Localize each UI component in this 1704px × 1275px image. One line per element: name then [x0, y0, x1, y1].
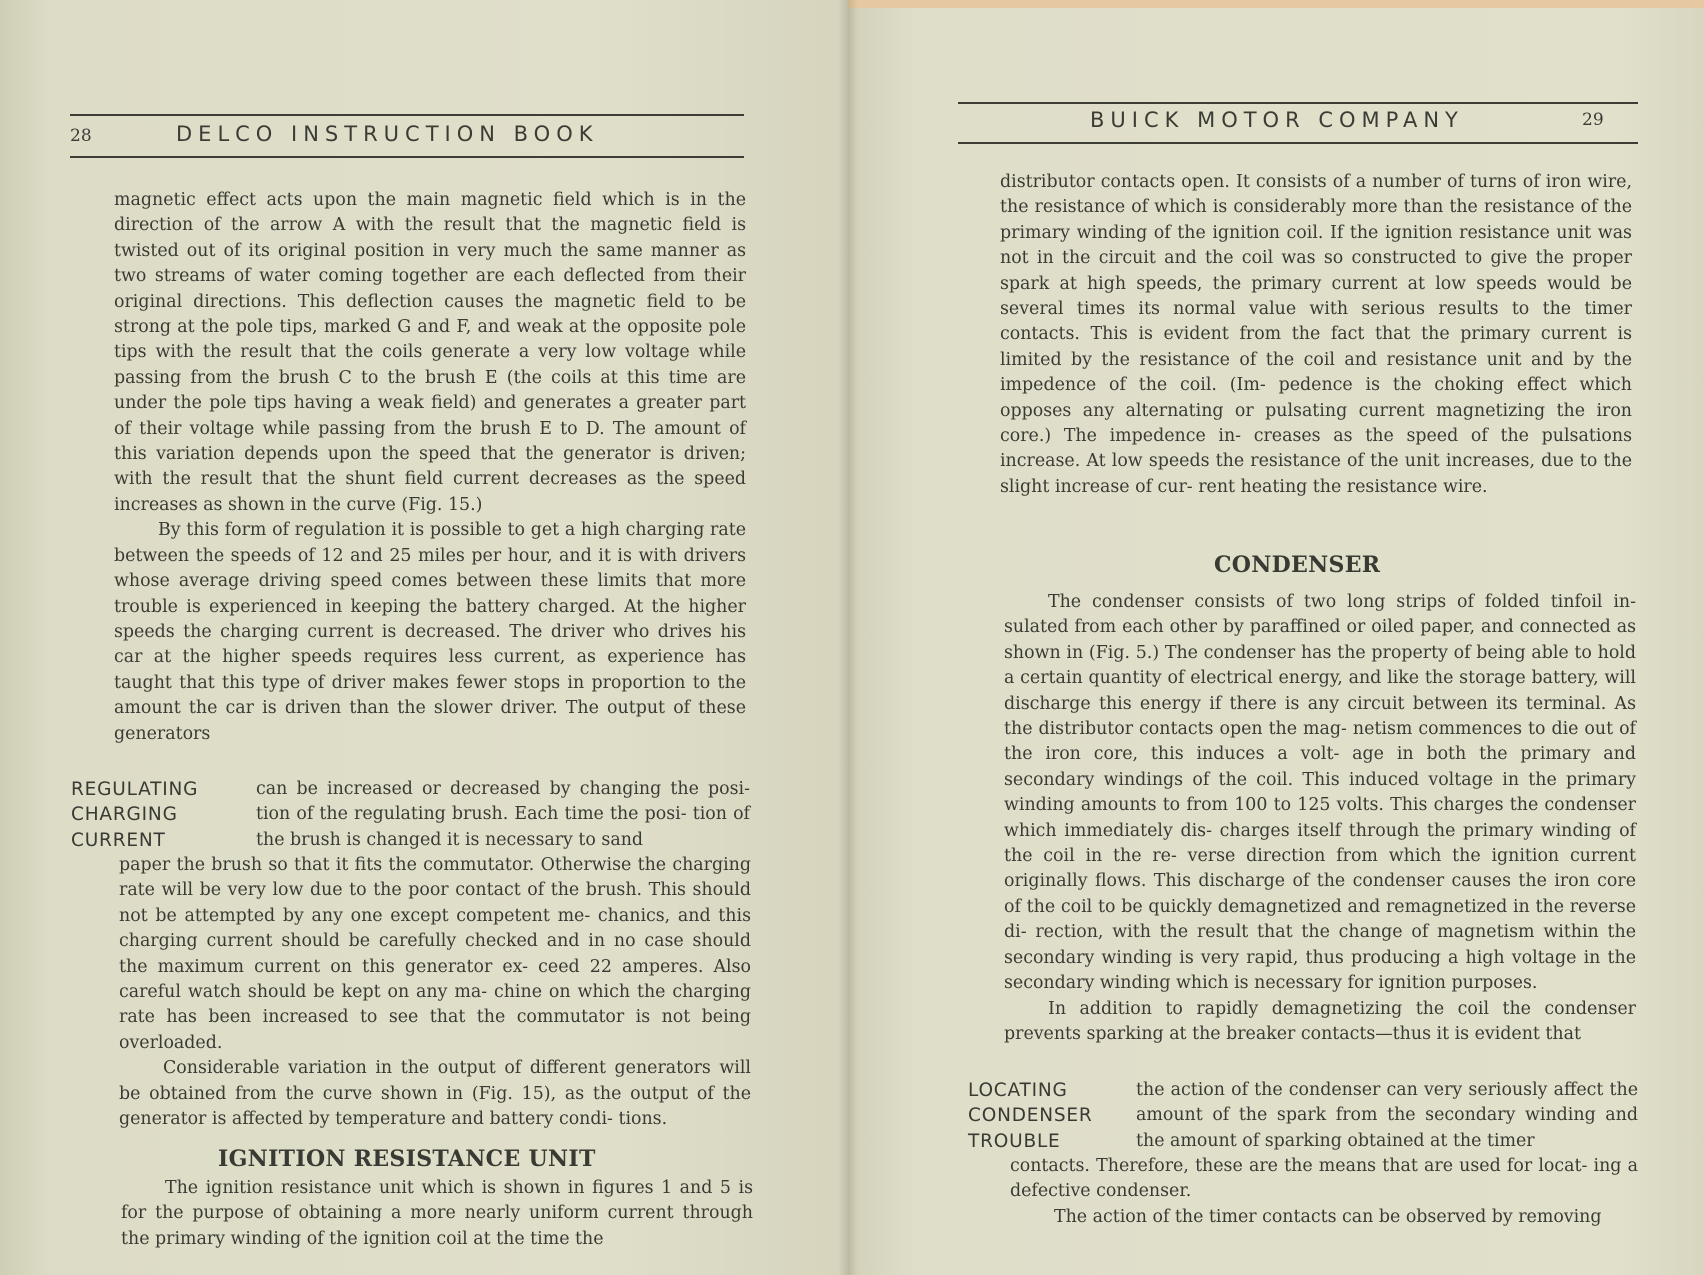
- side-heading: [71, 777, 198, 853]
- paragraph: contacts. Therefore, these are the means that are used for locat- ing a defective condenser.: [1010, 1156, 1638, 1202]
- paragraph: can be increased or decreased by changing the posi- tion of the regulating brush. Each time the posi- tion of the brush is changed it is necessary to sand: [256, 779, 750, 850]
- side-heading-line: LOCATING: [968, 1080, 1068, 1101]
- left-page: [0, 0, 848, 1275]
- text-column-top: [114, 188, 746, 747]
- side-text: [256, 777, 750, 853]
- page-top-edge: [848, 0, 1704, 8]
- paragraph: In addition to rapidly demagnetizing the coil the condenser prevents sparking at the breaker contacts—thus it is evident that: [1004, 998, 1636, 1044]
- paragraph: By this form of regulation it is possible to get a high charging rate between the speeds of 12 and 25 miles per hour, and it is with drivers whose average driving speed comes between these limits that more trouble is experienced in keeping the battery charged. At the higher speeds the charging current is decreased. The driver who drives his car at the higher speeds requires less current, as experience has taught that this type of driver makes fewer stops in proportion to the amount the car is driven than the slower driver. The output of these generators: [114, 520, 746, 744]
- text-column-end: [121, 1176, 753, 1252]
- book-gutter: [838, 0, 858, 1275]
- text-column-top: [1000, 170, 1632, 500]
- side-heading-line: REGULATING: [71, 779, 199, 800]
- paragraph: distributor contacts open. It consists of a number of turns of iron wire, the resistance of which is considerably more than the resistance of the primary winding of the ignition coil. If the ignition resistance unit was not in the circuit and the coil was so constructed to give the proper spark at high speeds, the primary current at low speeds would be several times its normal value with serious results to the timer contacts. This is evident from the fact that the primary current is limited by the resistance of the coil and resistance unit and by the impedence of the coil. (Im- pedence is the choking effect which opposes any alternating or pulsating current magnetizing the iron core.) The impedence in- creases as the speed of the pulsations increase. At low speeds the resistance of the unit increases, due to the slight increase of cur- rent heating the resistance wire.: [1000, 172, 1632, 497]
- head-rule-bottom: [70, 156, 744, 158]
- paragraph: The ignition resistance unit which is shown in figures 1 and 5 is for the purpose of obtaining a more nearly uniform current through the primary winding of the ignition coil at the time the: [121, 1178, 753, 1249]
- head-rule-top: [70, 114, 744, 116]
- text-column-bottom: [1010, 1154, 1638, 1230]
- paragraph: paper the brush so that it fits the commutator. Otherwise the charging rate will be very low due to the poor contact of the brush. This should not be attempted by any one except competent me- chanics, and this charging current should be carefully checked and in no case should the maximum current on this generator ex- ceed 22 amperes. Also careful watch should be kept on any ma- chine on which the charging rate has been increased to see that the commutator is not being overloaded.: [119, 855, 751, 1053]
- running-head: DELCO INSTRUCTION BOOK: [176, 122, 599, 146]
- side-heading-line: CURRENT: [71, 829, 166, 851]
- section-heading: CONDENSER: [1214, 552, 1381, 578]
- running-head: BUICK MOTOR COMPANY: [1090, 108, 1464, 132]
- paragraph: The action of the timer contacts can be observed by removing: [1054, 1206, 1602, 1227]
- page-number: 29: [1582, 110, 1604, 130]
- side-heading-line: CONDENSER: [968, 1105, 1093, 1127]
- text-column-bottom: [119, 853, 751, 1132]
- paragraph: the action of the condenser can very seriously affect the amount of the spark from the secondary winding and the amount of sparking obtained at the timer: [1136, 1080, 1638, 1151]
- head-rule-top: [958, 102, 1638, 104]
- side-heading: [968, 1078, 1093, 1154]
- side-text: [1136, 1078, 1638, 1154]
- right-page: [848, 0, 1704, 1275]
- side-heading-line: TROUBLE: [968, 1130, 1061, 1152]
- head-rule-bottom: [958, 142, 1638, 144]
- page-number: 28: [70, 126, 92, 146]
- paragraph: The condenser consists of two long strips of folded tinfoil in- sulated from each other by paraffined or oiled paper, and connected as shown in (Fig. 5.) The condenser has the property of being able to hold a certain quantity of electrical energy, and like the storage battery, will discharge this energy if there is any circuit between its terminal. As the distributor contacts open the mag- netism commences to die out of the iron core, this induces a volt- age in both the primary and secondary windings of the coil. This induced voltage in the primary winding amounts to from 100 to 125 volts. This charges the condenser which immediately dis- charges itself through the primary winding of the coil in the re- verse direction from which the ignition current originally flows. This discharge of the condenser causes the iron core of the coil to be quickly demagnetized and remagnetized in the reverse di- rection, with the result that the change of magnetism within the secondary winding is very rapid, thus producing a high voltage in the secondary winding which is necessary for ignition purposes.: [1004, 592, 1636, 994]
- paragraph: Considerable variation in the output of different generators will be obtained from the curve shown in (Fig. 15), as the output of the generator is affected by temperature and battery condi- tions.: [119, 1058, 751, 1130]
- section-heading: IGNITION RESISTANCE UNIT: [218, 1146, 596, 1172]
- side-heading-line: CHARGING: [71, 804, 178, 826]
- text-column-middle: [1004, 590, 1636, 1047]
- paragraph: magnetic effect acts upon the main magnetic field which is in the direction of the arrow A with the result that the magnetic field is twisted out of its original position in very much the same manner as two streams of water coming together are each deflected from their original directions. This deflection causes the magnetic field to be strong at the pole tips, marked G and F, and weak at the opposite pole tips with the result that the coils generate a very low voltage while passing from the brush C to the brush E (the coils at this time are under the pole tips having a weak field) and generates a greater part of their voltage while passing from the brush E to D. The amount of this variation depends upon the speed that the generator is driven; with the result that the shunt field current decreases as the speed increases as shown in the curve (Fig. 15.): [114, 190, 746, 515]
